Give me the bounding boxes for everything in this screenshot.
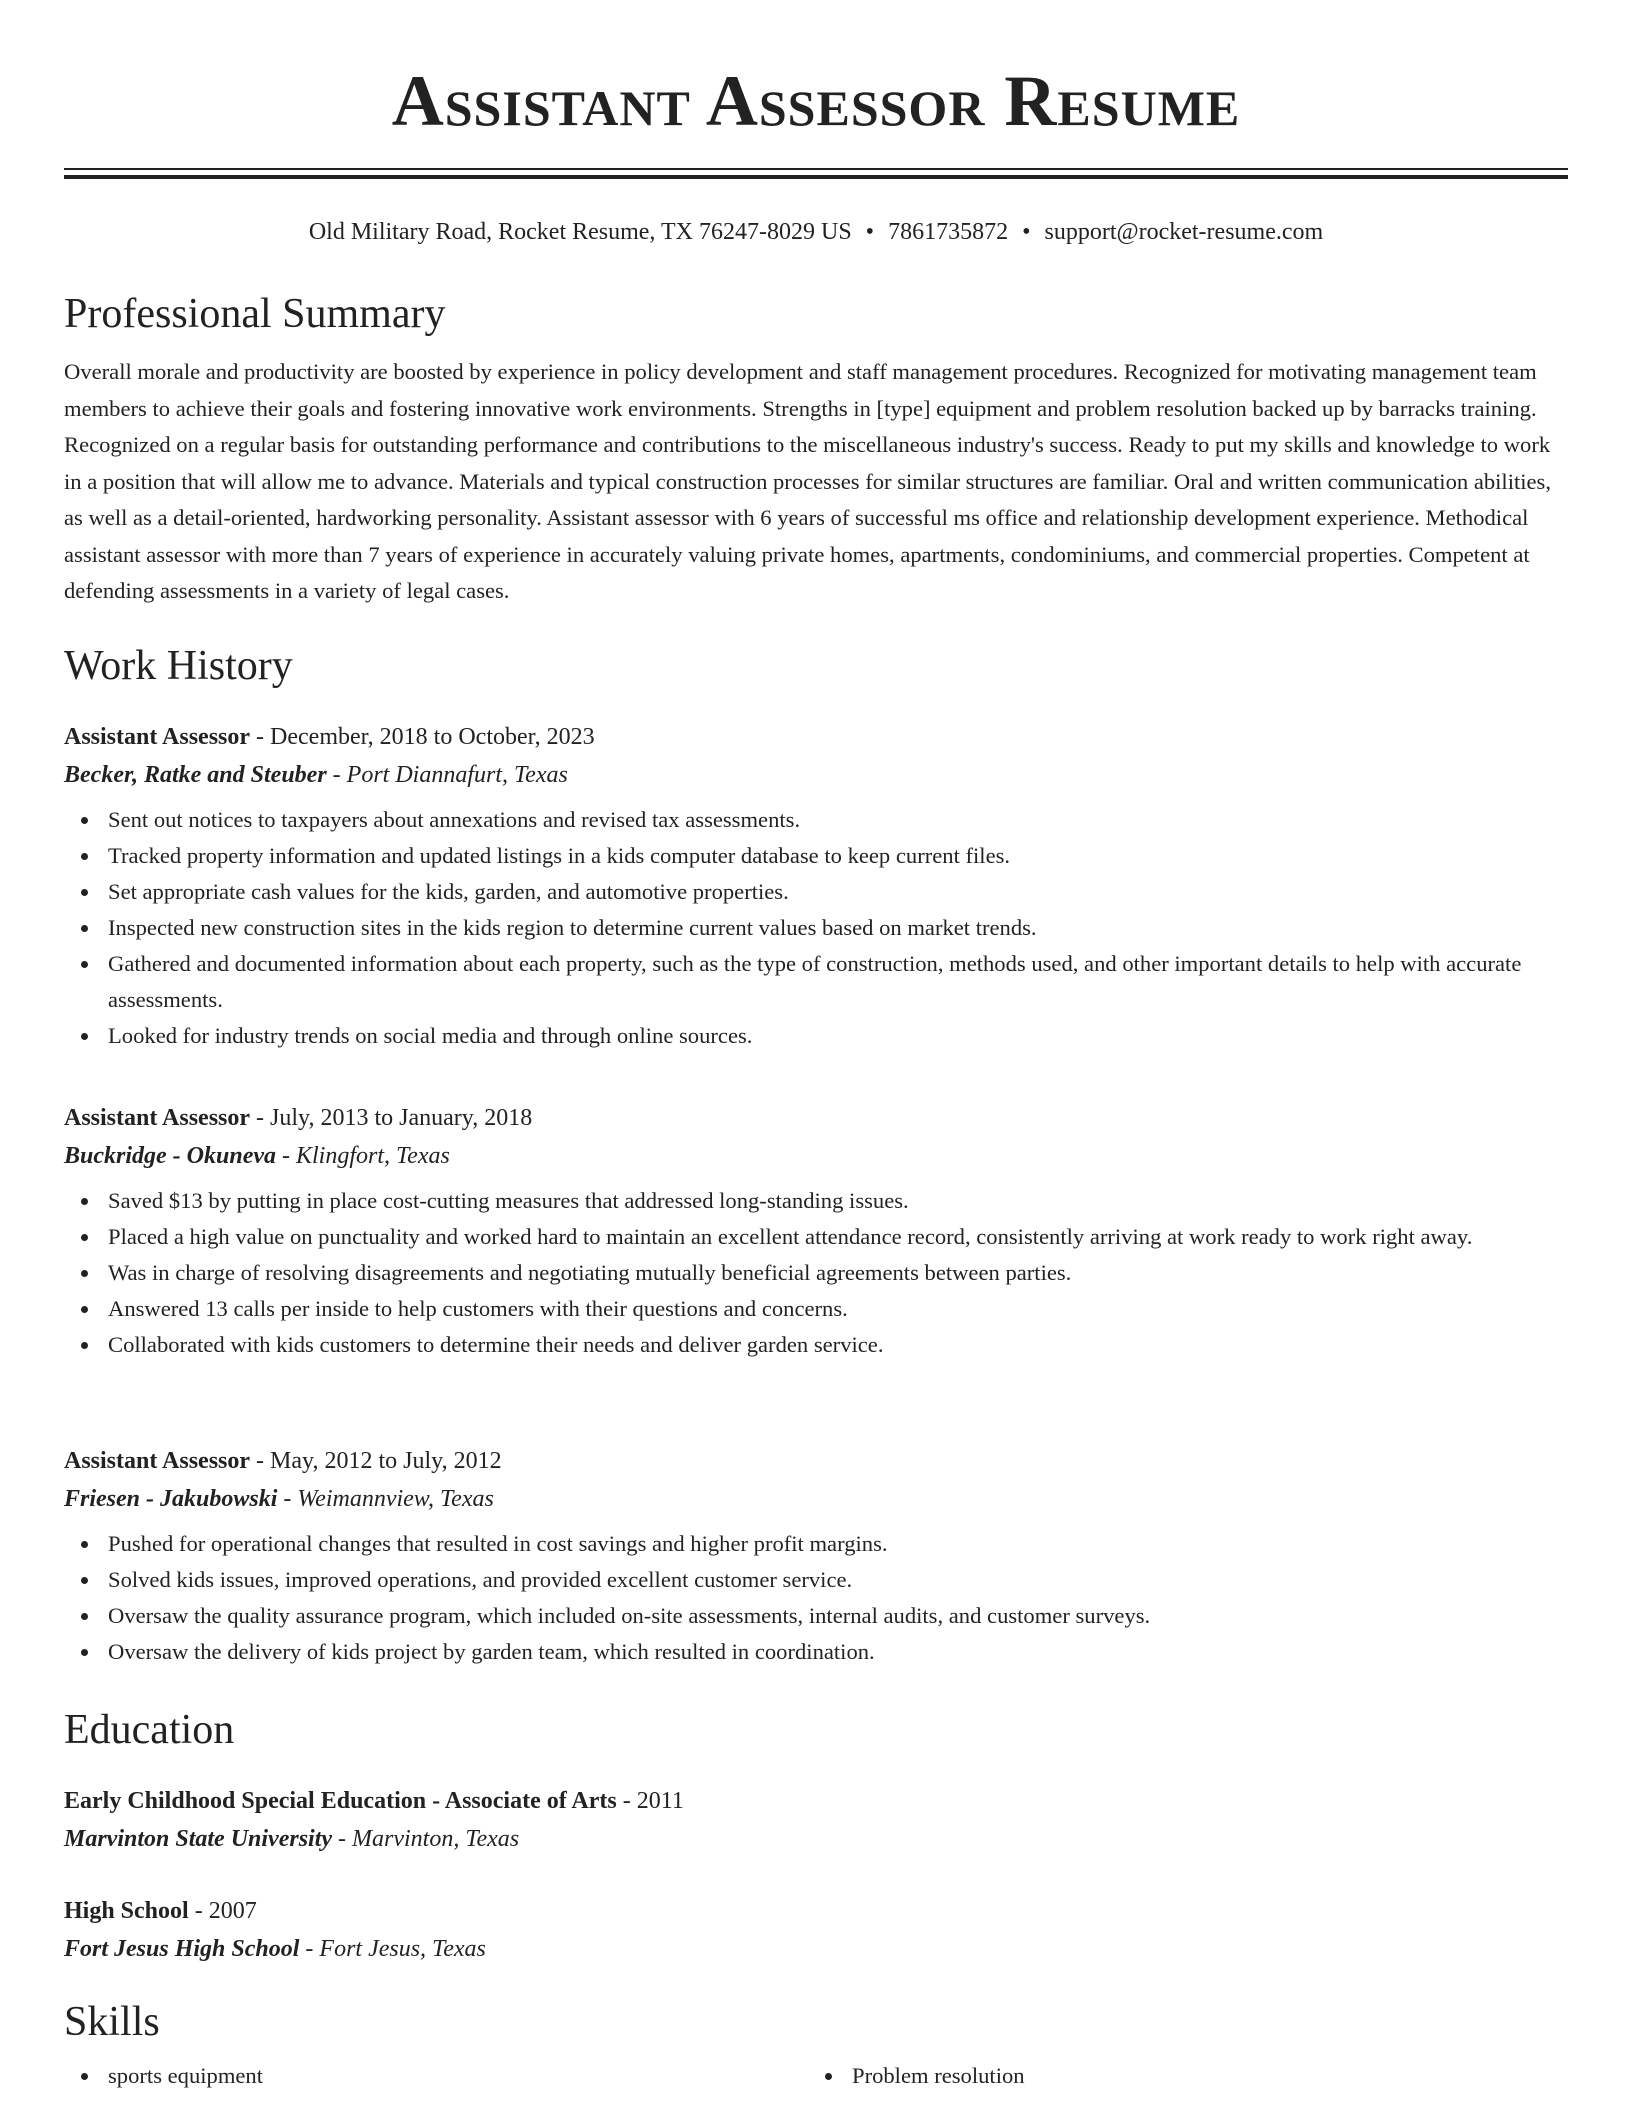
school-name: Marvinton State University [64,1826,333,1852]
job-company-line: Buckridge - Okuneva - Klingfort, Texas [64,1143,450,1169]
job-title: Assistant Assessor [64,1105,251,1131]
job-company: Becker, Ratke and Steuber [64,762,327,788]
list-item: Answered 13 calls per inside to help customers with their questions and concerns. [64,1291,1568,1327]
school-name: Fort Jesus High School [64,1936,300,1962]
list-item: Looked for industry trends on social media and through online sources. [64,1018,1568,1054]
job-company-line: Friesen - Jakubowski - Weimannview, Texas [64,1486,494,1512]
contact-address: Old Military Road, Rocket Resume, TX 76247-8029 US [308,219,852,245]
title-rule-thick [64,175,1568,179]
list-item: Tracked property information and updated listings in a kids computer database to keep current files. [64,838,1568,874]
school-location: Fort Jesus, Texas [319,1936,486,1962]
contact-line [64,214,1568,250]
school-location: Marvinton, Texas [352,1826,520,1852]
job-location: Weimannview, Texas [297,1486,494,1512]
contact-email: support@rocket-resume.com [1044,219,1324,245]
job-company: Friesen - Jakubowski [64,1486,278,1512]
job-dates: May, 2012 to July, 2012 [270,1448,502,1474]
list-item: Solved kids issues, improved operations, and provided excellent customer service. [64,1562,1568,1598]
job-entry [64,718,1568,1054]
skills-section [64,1996,1568,2094]
list-item: Oversaw the delivery of kids project by garden team, which resulted in coordination. [64,1634,1568,1670]
job-title: Assistant Assessor [64,724,251,750]
job-bullet-list [64,1183,1568,1363]
job-company: Buckridge - Okuneva [64,1143,276,1169]
work-history-section [64,640,1568,692]
skills-heading: Skills [64,1999,160,2045]
degree-name: High School [64,1898,189,1924]
summary-heading: Professional Summary [64,291,446,337]
contact-phone: 7861735872 [888,219,1009,245]
contact-separator: • [865,219,875,245]
job-dates: July, 2013 to January, 2018 [270,1105,533,1131]
list-item: Saved $13 by putting in place cost-cutting measures that addressed long-standing issues. [64,1183,1568,1219]
list-item: Collaborated with kids customers to determine their needs and deliver garden service. [64,1327,1568,1363]
list-item: Gathered and documented information about each property, such as the type of construction, methods used, and other important details to help with accurate assessments. [64,946,1568,1018]
skills-list-right [808,2058,1552,2094]
degree-line: Early Childhood Special Education - Associate of Arts - 2011 [64,1788,684,1814]
list-item: Inspected new construction sites in the kids region to determine current values based on market trends. [64,910,1568,946]
education-heading: Education [64,1707,235,1753]
education-entry [64,1782,1568,1858]
education-entry [64,1892,1568,1968]
summary-section [64,288,1568,610]
school-line: Marvinton State University - Marvinton, Texas [64,1826,520,1852]
school-line: Fort Jesus High School - Fort Jesus, Texas [64,1936,486,1962]
job-location: Port Diannafurt, Texas [346,762,568,788]
resume-title: Assistant Assessor Resume [391,61,1241,141]
title-rule-thin [64,168,1568,170]
list-item: Was in charge of resolving disagreements and negotiating mutually beneficial agreements between parties. [64,1255,1568,1291]
job-title-line: Assistant Assessor - May, 2012 to July, 2012 [64,1448,502,1474]
skills-columns [64,2058,1568,2094]
job-bullet-list [64,802,1568,1054]
list-item: Pushed for operational changes that resulted in cost savings and higher profit margins. [64,1526,1568,1562]
job-title: Assistant Assessor [64,1448,251,1474]
job-entry [64,1099,1568,1363]
degree-line: High School - 2007 [64,1898,257,1924]
skill-item: sports equipment [64,2058,808,2094]
skills-list-left [64,2058,808,2094]
job-title-line: Assistant Assessor - July, 2013 to January, 2018 [64,1105,533,1131]
degree-year: 2007 [208,1898,257,1924]
job-bullet-list [64,1526,1568,1670]
education-section [64,1704,1568,1756]
job-location: Klingfort, Texas [296,1143,450,1169]
list-item: Placed a high value on punctuality and worked hard to maintain an excellent attendance record, consistently arriving at work ready to work right away. [64,1219,1568,1255]
work-history-heading: Work History [64,643,293,689]
skill-item: Problem resolution [808,2058,1552,2094]
job-title-line: Assistant Assessor - December, 2018 to October, 2023 [64,724,595,750]
list-item: Sent out notices to taxpayers about annexations and revised tax assessments. [64,802,1568,838]
degree-year: 2011 [636,1788,684,1814]
job-entry [64,1442,1568,1670]
job-dates: December, 2018 to October, 2023 [270,724,595,750]
degree-name: Early Childhood Special Education - Associate of Arts [64,1788,617,1814]
contact-separator: • [1022,219,1031,245]
list-item: Set appropriate cash values for the kids, garden, and automotive properties. [64,874,1568,910]
list-item: Oversaw the quality assurance program, which included on-site assessments, internal audits, and customer surveys. [64,1598,1568,1634]
job-company-line: Becker, Ratke and Steuber - Port Diannafurt, Texas [64,762,568,788]
summary-text: Overall morale and productivity are boosted by experience in policy development and staff management procedures. Recognized for motivating management team members to achieve their goals and fostering innovative work environments. Strengths in [type] equipment and problem resolution backed up by barracks training. Recognized on a regular basis for outstanding performance and contributions to the miscellaneous industry's success. Ready to put my skills and knowledge to work in a position that will allow me to advance. Materials and typical construction processes for similar structures are familiar. Oral and written communication abilities, as well as a detail-oriented, hardworking personality. Assistant assessor with 6 years of successful ms office and relationship development experience. Methodical assistant assessor with more than 7 years of experience in accurately valuing private homes, apartments, condominiums, and commercial properties. Competent at defending assessments in a variety of legal cases. [64,359,1551,603]
